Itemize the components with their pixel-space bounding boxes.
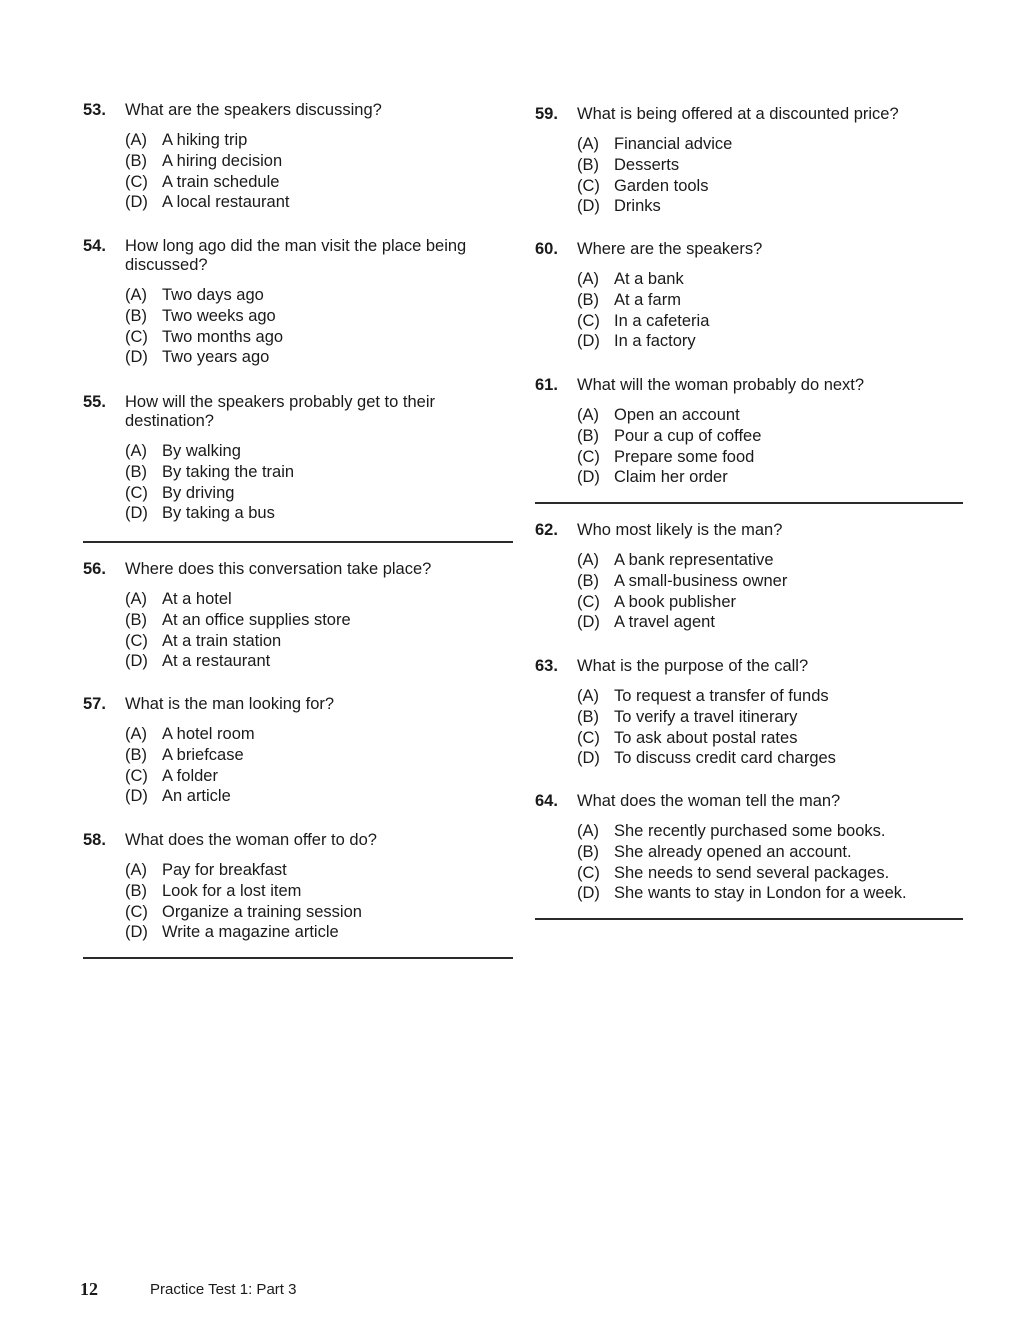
option-letter: (C)	[577, 176, 600, 195]
option-text: At a restaurant	[162, 652, 271, 671]
answer-option	[125, 441, 513, 462]
answer-option	[577, 748, 965, 769]
answer-option	[577, 331, 965, 352]
option-letter: (C)	[577, 311, 600, 330]
option-text: Look for a lost item	[162, 881, 302, 900]
option-letter: (D)	[577, 749, 600, 768]
option-text: Two years ago	[162, 348, 270, 367]
question-text: Where are the speakers?	[577, 240, 763, 258]
answer-option	[125, 192, 513, 213]
option-text: Two days ago	[162, 286, 264, 304]
answer-option	[125, 462, 513, 483]
option-letter: (D)	[577, 613, 600, 632]
question-text: What does the woman tell the man?	[577, 792, 841, 810]
option-text: To ask about postal rates	[614, 728, 798, 747]
answer-option	[125, 631, 513, 652]
question-text: Where does this conversation take place?	[125, 560, 432, 578]
option-letter: (A)	[125, 131, 147, 149]
question-number: 55.	[83, 393, 106, 411]
option-letter: (A)	[125, 286, 147, 304]
question-number: 54.	[83, 237, 106, 255]
option-text: She needs to send several packages.	[614, 863, 890, 882]
answer-option	[577, 612, 965, 633]
question-number: 53.	[83, 101, 106, 119]
option-letter: (A)	[125, 590, 147, 608]
option-text: A hiring decision	[162, 151, 283, 170]
option-letter: (A)	[125, 725, 147, 743]
option-text: By taking the train	[162, 462, 295, 481]
option-text: Organize a training session	[162, 902, 362, 921]
option-letter: (A)	[577, 822, 599, 840]
question-62	[535, 521, 965, 633]
option-text: An article	[162, 787, 231, 806]
answer-option	[125, 483, 513, 504]
option-text: A bank representative	[614, 551, 774, 569]
option-letter: (C)	[125, 172, 148, 191]
option-letter: (B)	[125, 610, 147, 629]
answer-option	[125, 881, 513, 902]
option-letter: (C)	[577, 728, 600, 747]
option-text: A briefcase	[162, 745, 244, 764]
section-divider	[83, 957, 513, 959]
page-number: 12	[80, 1279, 98, 1299]
question-text: How will the speakers probably get to their destination?	[125, 393, 435, 430]
answer-option	[577, 447, 965, 468]
option-letter: (B)	[577, 426, 599, 445]
question-number: 64.	[535, 792, 558, 810]
option-letter: (D)	[125, 193, 148, 212]
option-text: Desserts	[614, 155, 680, 174]
option-text: She recently purchased some books.	[614, 822, 886, 840]
option-letter: (C)	[125, 631, 148, 650]
option-letter: (C)	[125, 327, 148, 346]
option-letter: (D)	[577, 332, 600, 351]
option-letter: (D)	[125, 652, 148, 671]
answer-option	[577, 311, 965, 332]
answer-option	[125, 786, 513, 807]
option-text: A hotel room	[162, 725, 255, 743]
question-number: 63.	[535, 657, 558, 675]
option-text: Financial advice	[614, 135, 733, 153]
answer-option	[577, 821, 965, 842]
answer-option	[125, 651, 513, 672]
question-text: What is being offered at a discounted price?	[577, 105, 899, 123]
option-letter: (C)	[125, 483, 148, 502]
option-letter: (D)	[577, 197, 600, 216]
option-text: A hiking trip	[162, 131, 248, 149]
option-text: Prepare some food	[614, 447, 755, 466]
question-number: 60.	[535, 240, 558, 258]
section-divider	[535, 502, 963, 504]
question-text: Who most likely is the man?	[577, 521, 783, 539]
option-letter: (D)	[125, 787, 148, 806]
question-text: What does the woman offer to do?	[125, 831, 377, 849]
option-letter: (A)	[577, 406, 599, 424]
option-letter: (D)	[577, 884, 600, 903]
question-61	[535, 376, 965, 488]
question-59	[535, 105, 965, 217]
option-letter: (C)	[577, 863, 600, 882]
question-56	[83, 560, 513, 672]
answer-option	[577, 550, 965, 571]
option-text: To verify a travel itinerary	[614, 707, 798, 726]
answer-option	[125, 724, 513, 745]
answer-option	[125, 306, 513, 327]
option-letter: (A)	[125, 442, 147, 460]
question-number: 59.	[535, 105, 558, 123]
footer-title: Practice Test 1: Part 3	[150, 1281, 297, 1298]
option-text: A folder	[162, 766, 218, 785]
option-letter: (D)	[125, 504, 148, 523]
option-text: In a cafeteria	[614, 311, 710, 330]
option-text: By taking a bus	[162, 504, 275, 523]
question-number: 57.	[83, 695, 106, 713]
option-text: A book publisher	[614, 592, 737, 611]
question-number: 56.	[83, 560, 106, 578]
answer-option	[577, 290, 965, 311]
section-divider	[83, 541, 513, 543]
question-number: 58.	[83, 831, 106, 849]
answer-option	[125, 922, 513, 943]
answer-option	[577, 863, 965, 884]
option-text: At an office supplies store	[162, 610, 351, 629]
answer-option	[125, 766, 513, 787]
option-text: She already opened an account.	[614, 842, 852, 861]
answer-option	[577, 728, 965, 749]
answer-option	[125, 860, 513, 881]
option-letter: (B)	[125, 462, 147, 481]
option-text: Claim her order	[614, 468, 728, 487]
option-letter: (C)	[577, 447, 600, 466]
answer-option	[125, 172, 513, 193]
answer-option	[577, 155, 965, 176]
option-text: A travel agent	[614, 613, 715, 632]
answer-option	[125, 327, 513, 348]
answer-option	[577, 176, 965, 197]
option-text: A local restaurant	[162, 193, 290, 212]
option-text: Two months ago	[162, 327, 284, 346]
question-text: What will the woman probably do next?	[577, 376, 865, 394]
section-divider	[535, 918, 963, 920]
option-letter: (C)	[577, 592, 600, 611]
question-number: 61.	[535, 376, 558, 394]
option-text: At a farm	[614, 290, 681, 309]
option-letter: (B)	[577, 155, 599, 174]
option-letter: (D)	[125, 348, 148, 367]
option-letter: (A)	[577, 270, 599, 288]
option-text: In a factory	[614, 332, 696, 351]
answer-option	[125, 130, 513, 151]
option-text: By driving	[162, 483, 235, 502]
answer-option	[577, 467, 965, 488]
option-letter: (B)	[577, 571, 599, 590]
option-text: Pour a cup of coffee	[614, 426, 762, 445]
answer-option	[125, 589, 513, 610]
answer-option	[125, 610, 513, 631]
option-text: Write a magazine article	[162, 923, 339, 942]
option-letter: (B)	[577, 707, 599, 726]
option-letter: (C)	[125, 902, 148, 921]
option-letter: (D)	[577, 468, 600, 487]
option-letter: (B)	[125, 881, 147, 900]
option-text: At a bank	[614, 270, 684, 288]
answer-option	[577, 883, 965, 904]
question-55	[83, 393, 513, 524]
option-text: To request a transfer of funds	[614, 687, 829, 705]
answer-option	[125, 745, 513, 766]
answer-option	[577, 134, 965, 155]
option-letter: (B)	[125, 151, 147, 170]
option-text: She wants to stay in London for a week.	[614, 884, 907, 903]
answer-option	[577, 707, 965, 728]
option-text: A train schedule	[162, 172, 280, 191]
answer-option	[125, 902, 513, 923]
answer-option	[125, 347, 513, 368]
answer-option	[577, 405, 965, 426]
question-53	[83, 101, 513, 213]
answer-option	[125, 503, 513, 524]
question-64	[535, 792, 965, 904]
option-text: To discuss credit card charges	[614, 749, 836, 768]
option-text: At a train station	[162, 631, 282, 650]
answer-option	[577, 571, 965, 592]
option-text: Pay for breakfast	[162, 861, 287, 879]
question-58	[83, 831, 513, 943]
option-letter: (B)	[125, 306, 147, 325]
question-60	[535, 240, 965, 352]
answer-option	[125, 151, 513, 172]
question-text: What are the speakers discussing?	[125, 101, 382, 119]
question-text: What is the man looking for?	[125, 695, 335, 713]
question-number: 62.	[535, 521, 558, 539]
question-63	[535, 657, 965, 769]
option-text: At a hotel	[162, 590, 232, 608]
option-letter: (B)	[577, 290, 599, 309]
answer-option	[577, 196, 965, 217]
option-text: By walking	[162, 442, 241, 460]
option-letter: (B)	[577, 842, 599, 861]
option-letter: (D)	[125, 923, 148, 942]
answer-option	[577, 269, 965, 290]
answer-option	[577, 842, 965, 863]
question-54	[83, 237, 513, 368]
question-57	[83, 695, 513, 807]
option-text: Two weeks ago	[162, 306, 276, 325]
answer-option	[577, 686, 965, 707]
answer-option	[577, 592, 965, 613]
option-letter: (A)	[577, 551, 599, 569]
option-text: A small-business owner	[614, 571, 788, 590]
option-letter: (C)	[125, 766, 148, 785]
option-text: Drinks	[614, 197, 661, 216]
option-letter: (B)	[125, 745, 147, 764]
question-text: What is the purpose of the call?	[577, 657, 809, 675]
option-text: Garden tools	[614, 176, 709, 195]
option-text: Open an account	[614, 406, 740, 424]
answer-option	[577, 426, 965, 447]
option-letter: (A)	[125, 861, 147, 879]
option-letter: (A)	[577, 687, 599, 705]
option-letter: (A)	[577, 135, 599, 153]
answer-option	[125, 285, 513, 306]
question-text: How long ago did the man visit the place being discussed?	[125, 237, 467, 274]
